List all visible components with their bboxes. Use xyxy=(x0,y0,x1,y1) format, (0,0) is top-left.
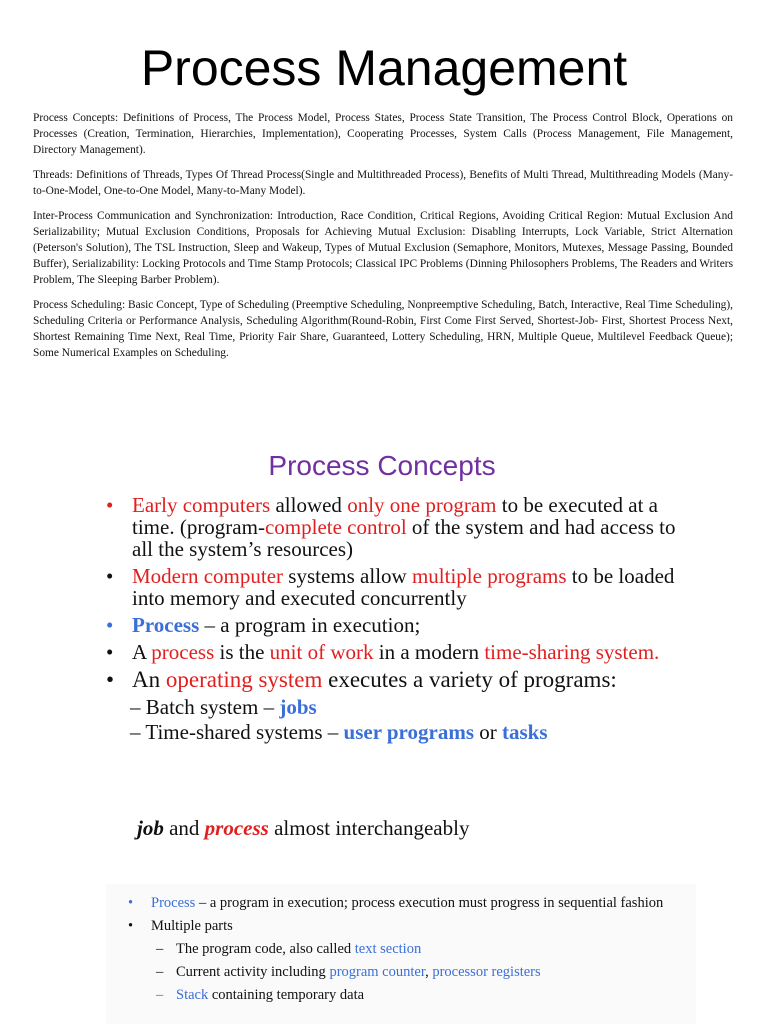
text-run: almost interchangeably xyxy=(268,816,470,840)
sub-bullet-program-code xyxy=(106,940,666,958)
text-run: Batch system – xyxy=(145,695,280,719)
highlight-text: user programs xyxy=(343,720,474,744)
dash-icon: – xyxy=(130,695,141,719)
highlight-text: multiple programs xyxy=(411,564,567,588)
bullet-dot-icon: • xyxy=(106,493,114,517)
text-run: An xyxy=(132,667,166,692)
text-run: – a program in execution; process execution must progress in sequential fashion xyxy=(195,895,664,911)
italic-text: process xyxy=(204,816,269,840)
bullet-process-definition xyxy=(90,614,680,636)
slide-note xyxy=(137,816,469,841)
text-run: in a modern xyxy=(373,640,485,664)
text-run: Multiple parts xyxy=(151,918,233,934)
bullet-operating-system xyxy=(90,668,680,691)
highlight-text: program counter xyxy=(329,964,426,980)
highlight-text: complete control xyxy=(264,515,407,539)
highlight-text: tasks xyxy=(502,720,548,744)
highlight-text: Process xyxy=(151,895,196,911)
dash-icon: – xyxy=(156,941,164,957)
syllabus-paragraph-process-concepts: Process Concepts: Definitions of Process, The Process Model, Process States, Process State Transition, The Process Control Block, Operations on Processes (Creation, Termination, Hierarchies, Implementation), Cooperating Processes, System Calls (Process Management, File Management, Directory Management). xyxy=(33,112,733,156)
slide-process-concepts xyxy=(90,428,690,878)
sub-bullet-stack xyxy=(106,986,666,1004)
dash-icon: – xyxy=(156,987,164,1003)
bullet-dot-icon: • xyxy=(106,613,114,637)
bullet-dot-icon: • xyxy=(106,564,114,588)
text-run: Time-shared systems – xyxy=(145,720,344,744)
slide-process-parts xyxy=(106,884,696,1024)
text-run: of the system and had access to all the system’s resources) xyxy=(132,515,676,561)
text-run: or xyxy=(474,720,502,744)
highlight-text: jobs xyxy=(279,695,317,719)
highlight-text: Process xyxy=(132,613,200,637)
text-run: – a program in execution; xyxy=(199,613,421,637)
text-run: , xyxy=(425,964,433,980)
dash-icon: – xyxy=(156,964,164,980)
text-run: is the xyxy=(214,640,270,664)
page-title: Process Management xyxy=(140,40,628,96)
highlight-text: Stack xyxy=(176,987,209,1003)
slide-bullet-list xyxy=(90,494,680,746)
text-run: containing temporary data xyxy=(208,987,365,1003)
sub-bullet-batch-system xyxy=(90,696,680,718)
bullet-modern-computer xyxy=(90,565,680,609)
highlight-text: Modern computer xyxy=(132,564,284,588)
text-run: to be loaded into memory and executed concurrently xyxy=(132,564,675,610)
sub-bullet-time-shared xyxy=(90,721,680,743)
highlight-text: only one program xyxy=(347,493,497,517)
syllabus-paragraph-threads: Threads: Definitions of Threads, Types Of Thread Process(Single and Multithreaded Process), Benefits of Multi Thread, Multithreading Models (Many-to-One-Model, One-to-One Model, Many-to-Many Model). xyxy=(33,169,733,197)
highlight-text: processor registers xyxy=(432,964,541,980)
text-run: Current activity including xyxy=(176,964,330,980)
bullet-dot-icon: • xyxy=(106,667,115,692)
text-run: to be executed at a time. (program- xyxy=(132,493,658,539)
text-run: allowed xyxy=(270,493,348,517)
syllabus-text xyxy=(33,110,733,370)
sub-bullet-current-activity xyxy=(106,963,666,981)
syllabus-paragraph-scheduling: Process Scheduling: Basic Concept, Type of Scheduling (Preemptive Scheduling, Nonpreemptive Scheduling, Batch, Interactive, Real Time Scheduling), Scheduling Criteria or Performance Analysis, Scheduling Algorithm(Round-Robin, First Come First Served, Shortest-Job- First, Shortest Process Next, Shortest Remaining Time Next, Real Time, Priority Fair Share, Guaranteed, Lottery Scheduling, HRN, Multiple Queue, Multilevel Feedback Queue); Some Numerical Examples on Scheduling. xyxy=(33,299,733,359)
highlight-text: unit of work xyxy=(269,640,374,664)
highlight-text: text section xyxy=(354,941,422,957)
slide2-bullet-list xyxy=(106,894,666,1009)
bullet-early-computers xyxy=(90,494,680,560)
text-run: executes a variety of programs: xyxy=(322,667,617,692)
bullet-process-sequential xyxy=(106,894,666,912)
highlight-text: Early computers xyxy=(132,493,271,517)
syllabus-paragraph-ipc: Inter-Process Communication and Synchronization: Introduction, Race Condition, Critical Regions, Avoiding Critical Region: Mutual Exclusion And Serializability; Mutual Exclusion Conditions, Proposals for Achieving Mutual Exclusion: Disabling Interrupts, Lock Variable, Strict Alternation (Peterson's Solution), The TSL Instruction, Sleep and Wakeup, Types of Mutual Exclusion (Semaphore, Monitors, Mutexes, Message Passing, Bounded Buffer), Serializability: Locking Protocols and Time Stamp Protocols; Classical IPC Problems (Dinning Philosophers Problems, The Readers and Writers Problem, The Sleeping Barber Problem). xyxy=(33,210,733,286)
highlight-text: operating system xyxy=(165,667,323,692)
text-run: A xyxy=(132,640,152,664)
bullet-dot-icon: • xyxy=(128,895,134,911)
bullet-unit-of-work xyxy=(90,641,680,663)
highlight-text: process xyxy=(151,640,215,664)
highlight-text: time-sharing system. xyxy=(484,640,660,664)
text-run: The program code, also called xyxy=(176,941,355,957)
bullet-dot-icon: • xyxy=(128,918,134,934)
text-run: systems allow xyxy=(283,564,412,588)
italic-text: job xyxy=(137,816,164,840)
dash-icon: – xyxy=(130,720,141,744)
bullet-dot-icon: • xyxy=(106,640,114,664)
slide-title: Process Concepts xyxy=(268,450,496,481)
text-run: and xyxy=(163,816,205,840)
bullet-multiple-parts xyxy=(106,917,666,935)
